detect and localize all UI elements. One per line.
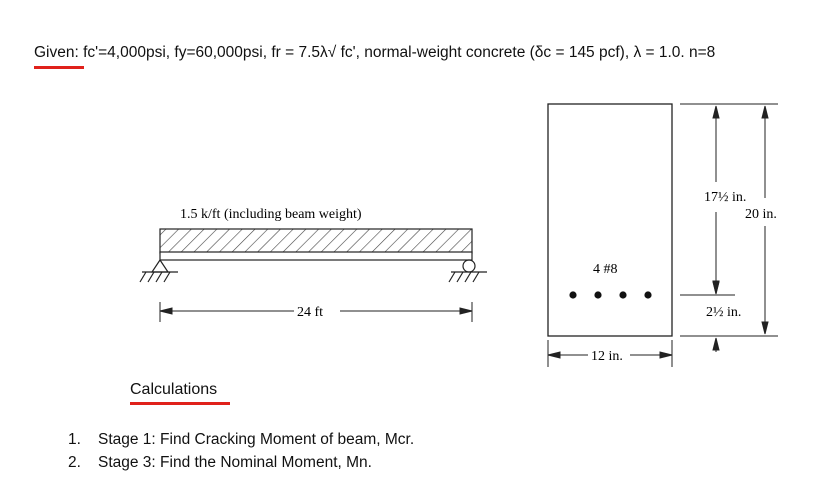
- beam-cross-section: [548, 104, 672, 336]
- cover-label: 2½ in.: [706, 305, 742, 320]
- given-label: Given: [34, 44, 75, 61]
- distributed-load: [160, 229, 472, 253]
- calculations-underline: [130, 402, 230, 405]
- roller-support: [449, 260, 487, 282]
- step-number: 2.: [68, 454, 81, 471]
- bars-label: 4 #8: [593, 262, 618, 277]
- step-text: Stage 1: Find Cracking Moment of beam, Mcr.: [98, 431, 415, 448]
- beam-body: [160, 252, 472, 260]
- pin-support: [140, 260, 178, 282]
- load-label: 1.5 k/ft (including beam weight): [180, 207, 362, 222]
- rebar-dot: [619, 291, 626, 298]
- width-label: 12 in.: [591, 349, 623, 364]
- rebar-dot: [644, 291, 651, 298]
- height-label: 20 in.: [745, 207, 777, 222]
- step-text: Stage 3: Find the Nominal Moment, Mn.: [98, 454, 372, 471]
- list-item: [68, 428, 414, 451]
- step-number: 1.: [68, 431, 81, 448]
- rebar-dot: [594, 291, 601, 298]
- depth-label: 17½ in.: [704, 190, 747, 205]
- calculations-title: Calculations: [130, 381, 218, 398]
- list-item: [68, 451, 414, 474]
- span-label: 24 ft: [297, 305, 324, 320]
- rebar-dot: [569, 291, 576, 298]
- given-text: : fc'=4,000psi, fy=60,000psi, fr = 7.5λ√ fc', normal-weight concrete (δc = 145 pcf), λ = 1.0. n=8: [74, 44, 716, 61]
- steps-list: [68, 428, 414, 474]
